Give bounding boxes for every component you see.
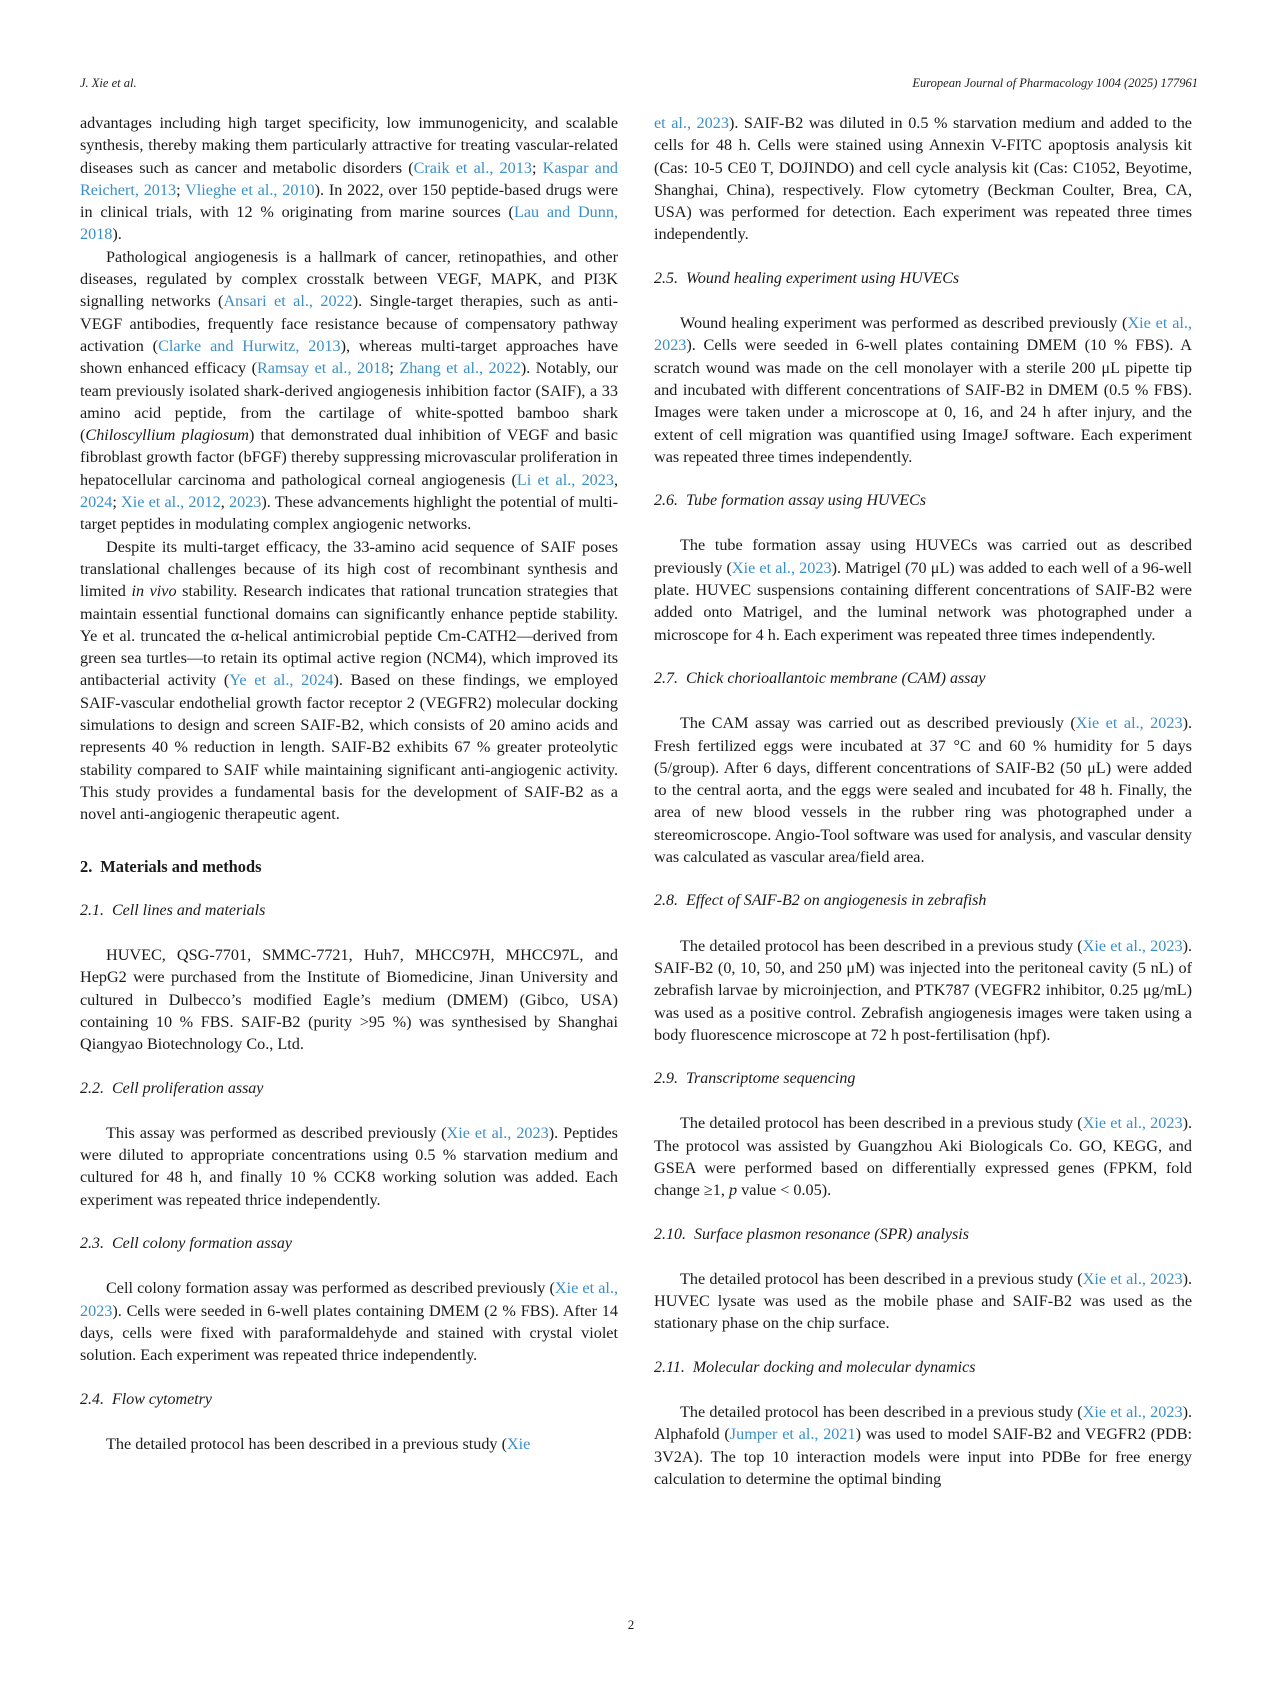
text: ; <box>112 493 122 512</box>
text: Cell colony formation assay was performed as described previously ( <box>106 1279 555 1298</box>
citation-link[interactable]: Vlieghe et al., 2010 <box>185 180 315 199</box>
citation-link[interactable]: Ramsay et al., 2018 <box>256 359 390 378</box>
paragraph-proliferation <box>80 1122 618 1211</box>
paragraph-flow-cytometry <box>80 1433 618 1455</box>
citation-link[interactable]: Craik et al., 2013 <box>413 158 532 177</box>
citation-link[interactable]: Ansari et al., 2022 <box>223 292 353 311</box>
paragraph-cell-lines: HUVEC, QSG-7701, SMMC-7721, Huh7, MHCC97H, MHCC97L, and HepG2 were purchased from the Institute of Biomedicine, Jinan University and cultured in Dulbecco’s modified Eagle’s medium (DMEM) (Gibco, USA) containing 10 % FBS. SAIF-B2 (purity >95 %) was synthesised by Shanghai Qiangyao Biotechnology Co., Ltd. <box>80 946 618 1054</box>
running-head-left: J. Xie et al. <box>80 76 137 90</box>
subsection-heading <box>654 668 1192 690</box>
text: ). In 2022, over 150 peptide-based drugs were in clinical trials, with 12 % originating from marine sources ( <box>80 180 619 222</box>
text: The tube formation assay using HUVECs was carried out as described previously ( <box>654 536 1192 577</box>
text: ). HUVEC lysate was used as the mobile phase and SAIF-B2 was used as the stationary phase on the chip surface. <box>654 1269 1192 1333</box>
citation-link[interactable]: Xie et al., 2023 <box>80 1279 618 1320</box>
subsection-title: Cell lines and materials <box>112 901 266 919</box>
paragraph-transcriptome <box>654 1112 1192 1201</box>
subsection-heading <box>654 1224 1192 1246</box>
paragraph-zebrafish <box>654 935 1192 1046</box>
text: The detailed protocol has been described in a previous study ( <box>106 1434 507 1453</box>
species-name: Chiloscyllium plagiosum <box>85 426 249 445</box>
text: The detailed protocol has been described in a previous study ( <box>680 936 1083 955</box>
citation-link[interactable]: Lau and Dunn, 2018 <box>80 203 618 244</box>
subsection-number: 2.11. <box>654 1358 685 1376</box>
section-title: Materials and methods <box>100 856 262 876</box>
text: ). Fresh fertilized eggs were incubated at 37 °C and 60 % humidity for 5 days (5/group). After 6 days, different concentrations of SAIF-B2 (50 μL) were added to the central aorta, and the eggs were sealed and incubated for 48 h. Finally, the area of new blood vessels in the rubber ring was photographed under a stereomicroscope. Angio-Tool software was used for analysis, and vascular density was calculated as vascular area/field area. <box>654 714 1192 867</box>
left-column <box>80 112 618 1455</box>
citation-link[interactable]: Xie et al., 2023 <box>1082 936 1183 955</box>
text: Despite its multi-target efficacy, the 33-amino acid sequence of SAIF poses translational challenges because of its high cost of recombinant synthesis and limited <box>80 537 618 601</box>
citation-link[interactable]: 2024 <box>80 493 113 512</box>
text: ). The protocol was assisted by Guangzhou Aki Biologicals Co. GO, KEGG, and GSEA were performed based on differentially expressed genes (FPKM, fold change ≥1, <box>654 1114 1192 1200</box>
subsection-number: 2.9. <box>654 1070 678 1088</box>
text: Pathological angiogenesis is a hallmark of cancer, retinopathies, and other diseases, regulated by complex crosstalk between VEGF, MAPK, and PI3K signalling networks ( <box>80 247 618 311</box>
subsection-title: Tube formation assay using HUVECs <box>686 492 927 510</box>
italic-symbol: p <box>728 1181 738 1200</box>
text: ) was used to model SAIF-B2 and VEGFR2 (PDB: 3V2A). The top 10 interaction models were input into PDBe for free energy calculation to determine the optimal binding <box>654 1425 1192 1488</box>
text: The detailed protocol has been described in a previous study ( <box>680 1403 1083 1422</box>
text: ). Cells were seeded in 6-well plates containing DMEM (10 % FBS). A scratch wound was made on the cell monolayer with a sterile 200 μL pipette tip and incubated with different concentrations of SAIF-B2 in DMEM (0.5 % FBS). Images were taken under a microscope at 0, 16, and 24 h after injury, and the extent of cell migration was quantified using ImageJ software. Each experiment was repeated three times independently. <box>654 336 1192 466</box>
citation-link[interactable]: Xie et al., 2023 <box>1082 1269 1183 1288</box>
paragraph-spr <box>654 1268 1192 1335</box>
text: ; <box>176 180 186 199</box>
text: The detailed protocol has been described in a previous study ( <box>680 1114 1083 1133</box>
subsection-heading <box>80 1078 618 1100</box>
text: ) that demonstrated dual inhibition of VEGF and basic fibroblast growth factor (bFGF) thereby suppressing microvascular proliferation in hepatocellular carcinoma and pathological corneal angiogenesis ( <box>80 426 618 489</box>
citation-link[interactable]: Xie <box>506 1434 531 1453</box>
subsection-heading <box>654 1357 1192 1379</box>
citation-link[interactable]: et al., 2023 <box>654 114 729 132</box>
citation-link[interactable]: Xie et al., 2023 <box>1082 1403 1183 1422</box>
subsection-title: Cell colony formation assay <box>112 1235 292 1253</box>
subsection-title: Flow cytometry <box>112 1390 212 1408</box>
citation-link[interactable]: Xie et al., 2012 <box>121 493 221 512</box>
text: ). <box>112 225 122 244</box>
subsection-title: Cell proliferation assay <box>112 1079 264 1097</box>
subsection-number: 2.7. <box>654 669 678 687</box>
subsection-title: Transcriptome sequencing <box>686 1070 856 1088</box>
text: ). SAIF-B2 (0, 10, 50, and 250 μM) was injected into the peritoneal cavity (5 nL) of zebrafish larvae by microinjection, and PTK787 (VEGFR2 inhibitor, 0.25 μg/mL) was used as a positive control. Zebrafish angiogenesis images were taken using a body fluorescence microscope at 72 h post-fertilisation (hpf). <box>654 936 1192 1044</box>
text: ). Alphafold ( <box>654 1403 1192 1444</box>
text: ; <box>531 158 543 177</box>
italic-term: in vivo <box>131 582 177 601</box>
text: ). Peptides were diluted to appropriate concentrations using 0.5 % starvation medium and cultured for 48 h, and finally 10 % CCK8 working solution was added. Each experiment was repeated thrice independently. <box>80 1123 618 1209</box>
citation-link[interactable]: Xie et al., 2023 <box>731 558 832 577</box>
paragraph-colony-formation <box>80 1277 618 1366</box>
subsection-heading <box>80 1389 618 1411</box>
paragraph-flow-cytometry-continued <box>654 112 1192 246</box>
citation-link[interactable]: Xie et al., 2023 <box>1082 1114 1183 1133</box>
paragraph-wound-healing <box>654 312 1192 468</box>
paragraph-saif-truncation <box>80 536 618 826</box>
text: The detailed protocol has been described in a previous study ( <box>680 1269 1083 1288</box>
text: ). Based on these findings, we employed SAIF-vascular endothelial growth factor receptor 2 (VEGFR2) molecular docking simulations to design and screen SAIF-B2, which consists of 20 amino acids and represents 40 % reduction in length. SAIF-B2 exhibits 67 % greater proteolytic stability compared to SAIF while maintaining significant anti-angiogenic activity. This study provides a fundamental basis for the development of SAIF-B2 as a novel anti-angiogenic therapeutic agent. <box>80 671 618 824</box>
text: stability. Research indicates that rational truncation strategies that maintain essential functional domains can significantly enhance peptide stability. Ye et al. truncated the α-helical antimicrobial peptide Cm-CATH2—derived from green sea turtles—to retain its optimal active region (NCM4), which improved its antibacterial activity ( <box>80 582 618 690</box>
paragraph-intro-continued <box>80 112 618 246</box>
paragraph-tube-formation <box>654 534 1192 645</box>
citation-link[interactable]: Xie et al., 2023 <box>1075 714 1183 733</box>
subsection-heading <box>654 490 1192 512</box>
paragraph-angiogenesis <box>80 246 618 536</box>
subsection-number: 2.4. <box>80 1390 104 1408</box>
text: , <box>220 493 229 512</box>
subsection-title: Chick chorioallantoic membrane (CAM) assay <box>686 669 986 687</box>
citation-link[interactable]: 2023 <box>229 493 262 512</box>
text: The CAM assay was carried out as described previously ( <box>680 714 1076 733</box>
text: ). Notably, our team previously isolated shark-derived angiogenesis inhibition factor (SAIF), a 33 amino acid peptide, from the cartilage of white-spotted bamboo shark ( <box>80 359 618 445</box>
subsection-heading <box>80 1233 618 1255</box>
subsection-heading <box>80 900 618 922</box>
text: , <box>613 470 618 489</box>
subsection-title: Molecular docking and molecular dynamics <box>692 1358 976 1376</box>
citation-link[interactable]: Li et al., 2023 <box>516 470 614 489</box>
text: value < 0.05). <box>737 1181 832 1200</box>
subsection-number: 2.2. <box>80 1079 104 1097</box>
subsection-heading <box>654 890 1192 912</box>
paragraph-docking <box>654 1401 1192 1490</box>
subsection-number: 2.3. <box>80 1235 104 1253</box>
subsection-heading <box>654 1068 1192 1090</box>
subsection-number: 2.10. <box>654 1225 686 1243</box>
citation-link[interactable]: Clarke and Hurwitz, 2013 <box>158 336 341 355</box>
text: ), whereas multi-target approaches have shown enhanced efficacy ( <box>80 336 619 378</box>
subsection-title: Effect of SAIF-B2 on angiogenesis in zebrafish <box>686 892 987 910</box>
subsection-number: 2.5. <box>654 269 678 287</box>
page-number: 2 <box>627 1617 635 1632</box>
citation-link[interactable]: Ye et al., 2024 <box>229 671 334 690</box>
text: ). Single-target therapies, such as anti-VEGF antibodies, frequently face resistance because of compensatory pathway activation ( <box>80 292 618 355</box>
subsection-number: 2.6. <box>654 492 678 510</box>
right-column <box>654 112 1192 1490</box>
text: ; <box>389 359 400 378</box>
subsection-number: 2.1. <box>80 901 104 919</box>
text: ). Cells were seeded in 6-well plates containing DMEM (2 % FBS). After 14 days, cells were fixed with paraformaldehyde and stained with crystal violet solution. Each experiment was repeated thrice independently. <box>80 1301 618 1365</box>
subsection-number: 2.8. <box>654 892 678 910</box>
text: ). These advancements highlight the potential of multi-target peptides in modulating complex angiogenic networks. <box>80 493 618 534</box>
subsection-title: Wound healing experiment using HUVECs <box>686 269 960 287</box>
text: advantages including high target specificity, low immunogenicity, and scalable synthesis, thereby making them particularly attractive for treating vascular-related diseases such as cancer and metabolic disorders ( <box>80 114 618 177</box>
citation-link[interactable]: Xie et al., 2023 <box>654 314 1192 355</box>
paragraph-cam-assay <box>654 712 1192 868</box>
text: ). SAIF-B2 was diluted in 0.5 % starvation medium and added to the cells for 48 h. Cells were stained using Annexin V-FITC apoptosis analysis kit (Cas: 10-5 CE0 T, DOJINDO) and cell cycle analysis kit (Cas: C1052, Beyotime, Shanghai, China), respectively. Flow cytometry (Beckman Coulter, Brea, CA, USA) was performed for detection. Each experiment was repeated three times independently. <box>654 114 1192 244</box>
text: Wound healing experiment was performed as described previously ( <box>680 314 1128 333</box>
text: This assay was performed as described previously ( <box>106 1123 447 1142</box>
citation-link[interactable]: Jumper et al., 2021 <box>729 1425 856 1444</box>
subsection-heading <box>654 268 1192 290</box>
section-number: 2. <box>80 856 93 876</box>
text: ). Matrigel (70 μL) was added to each well of a 96-well plate. HUVEC suspensions containing different concentrations of SAIF-B2 were added onto Matrigel, and the luminal network was photographed under a microscope for 4 h. Each experiment was repeated three times independently. <box>654 558 1192 644</box>
subsection-title: Surface plasmon resonance (SPR) analysis <box>694 1225 969 1243</box>
citation-link[interactable]: Xie et al., 2023 <box>446 1123 549 1142</box>
section-heading <box>80 856 618 878</box>
citation-link[interactable]: Kaspar and Reichert, 2013 <box>80 158 619 199</box>
running-head-right: European Journal of Pharmacology 1004 (2025) 177961 <box>912 76 1198 90</box>
citation-link[interactable]: Zhang et al., 2022 <box>399 359 521 378</box>
